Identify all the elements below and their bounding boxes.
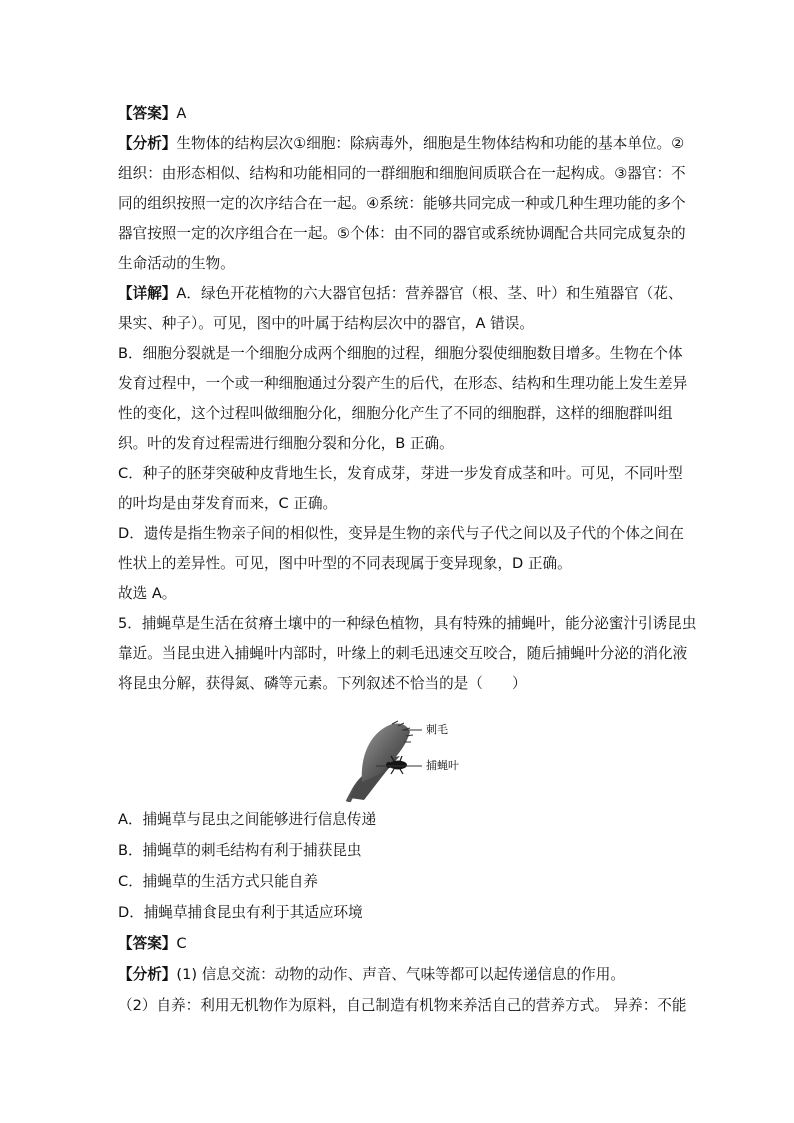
option-a: A．捕蝇草与昆虫之间能够进行信息传递 [118,811,377,828]
option-c: C．捕蝇草的生活方式只能自养 [118,873,318,890]
spine-label: 刺毛 [426,723,448,736]
detail-line: 果实、种子）。可见，图中的叶属于结构层次中的器官，A 错误。 [118,315,534,332]
option-b: B．捕蝇草的刺毛结构有利于捕获昆虫 [118,842,362,859]
flytrap-figure [340,720,490,802]
analysis-line [118,134,685,154]
detail-line: 的叶均是由芽发育而来，C 正确。 [118,495,338,512]
analysis-line: 组织：由形态相似、结构和功能相同的一群细胞和细胞间质联合在一起构成。③器官：不 [118,165,686,182]
trap-leaf-label: 捕蝇叶 [426,759,459,772]
question-line: 将昆虫分解，获得氮、磷等元素。下列叙述不恰当的是（ ） [118,675,527,692]
flytrap-illustration-icon [340,720,490,802]
analysis-line: 器官按照一定的次序组合在一起。⑤个体：由不同的器官或系统协调配合共同完成复杂的 [118,225,686,242]
detail-line: B．细胞分裂就是一个细胞分成两个细胞的过程，细胞分裂使细胞数目增多。生物在个体 [118,345,683,362]
detail-line: D．遗传是指生物亲子间的相似性，变异是生物的亲代与子代之间以及子代的个体之间在 [118,525,684,542]
detail-tag: 【详解】 [118,285,177,302]
answer-line [118,934,678,954]
question-line: 靠近。当昆虫进入捕蝇叶内部时，叶缘上的刺毛迅速交互咬合，随后捕蝇叶分泌的消化液 [118,645,688,662]
answer-text: A [176,105,187,122]
analysis-tag: 【分析】 [118,135,177,152]
analysis-line: （2）自养：利用无机物作为原料，自己制造有机物来养活自己的营养方式。 异养：不能 [118,997,687,1014]
answer-tag: 【答案】 [118,935,177,952]
analysis-line: 同的组织按照一定的次序结合在一起。④系统：能够共同完成一种或几种生理功能的多个 [118,195,686,212]
answer-tag: 【答案】 [118,105,177,122]
analysis-tag: 【分析】 [118,966,177,983]
analysis-text: (1) 信息交流：动物的动作、声音、气味等都可以起传递信息的作用。 [176,966,625,983]
analysis-text: 生物体的结构层次①细胞：除病毒外，细胞是生物体结构和功能的基本单位。② [176,135,685,152]
detail-line: 织。叶的发育过程需进行细胞分裂和分化，B 正确。 [118,435,454,452]
detail-line: 性状上的差异性。可见，图中叶型的不同表现属于变异现象，D 正确。 [118,555,572,572]
conclusion-line: 故选 A。 [118,585,177,602]
detail-line: 发育过程中，一个或一种细胞通过分裂产生的后代，在形态、结构和生理功能上发生差异 [118,375,688,392]
detail-text: A．绿色开花植物的六大器官包括：营养器官（根、茎、叶）和生殖器官（花、 [176,285,683,302]
detail-line: C．种子的胚芽突破种皮背地生长，发育成芽，芽进一步发育成茎和叶。可见，不同叶型 [118,465,683,482]
option-d: D．捕蝇草捕食昆虫有利于其适应环境 [118,904,363,921]
answer-line [118,104,678,124]
answer-text: C [176,935,187,952]
analysis-line: 生命活动的生物。 [118,255,235,272]
detail-line [118,284,683,304]
detail-line: 性的变化，这个过程叫做细胞分化，细胞分化产生了不同的细胞群，这样的细胞群叫组 [118,405,673,422]
question-line: 5．捕蝇草是生活在贫瘠土壤中的一种绿色植物，具有特殊的捕蝇叶，能分泌蜜汁引诱昆虫 [118,615,697,632]
analysis-line [118,965,678,985]
